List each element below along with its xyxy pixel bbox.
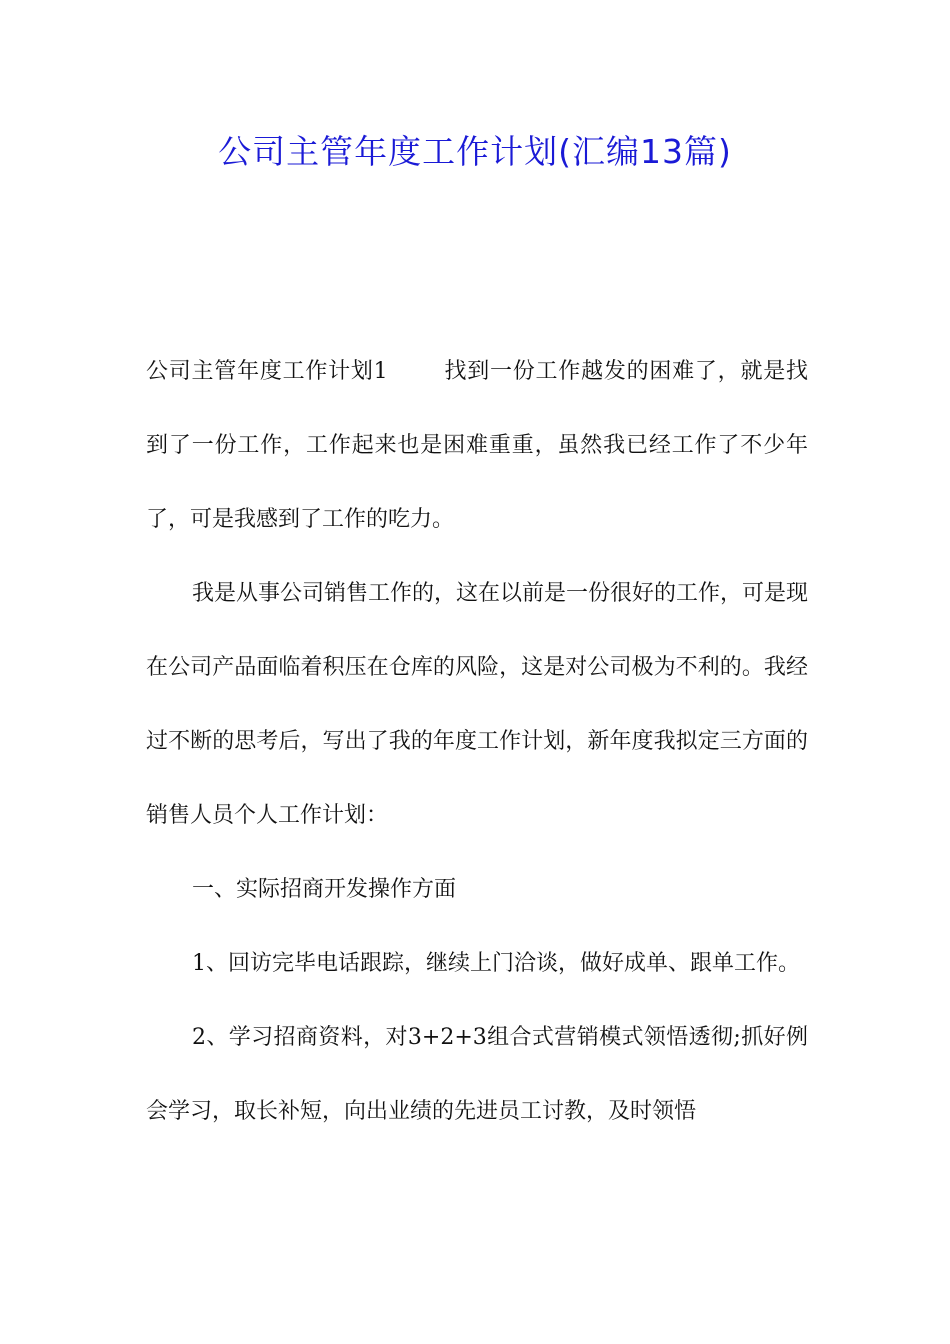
paragraph-intro	[146, 335, 808, 557]
paragraph-3-heading: 一、实际招商开发操作方面	[192, 877, 457, 902]
document-title: 公司主管年度工作计划(汇编13篇)	[218, 132, 732, 171]
document-body	[146, 335, 808, 1149]
paragraph-2: 我是从事公司销售工作的，这在以前是一份很好的工作，可是现在公司产品面临着积压在仓库的风险，这是对公司极为不利的。我经过不断的思考后，写出了我的年度工作计划，新年度我拟定三方面的销售人员个人工作计划：	[146, 581, 809, 828]
paragraph-5: 2、学习招商资料，对3+2+3组合式营销模式领悟透彻;抓好例会学习，取长补短，向出业绩的先进员工讨教，及时领悟	[146, 1025, 808, 1124]
paragraph-1-text: 找到一份工作越发的困难了，就是找到了一份工作，工作起来也是困难重重，虽然我已经工作了不少年了，可是我感到了工作的吃力。	[146, 359, 808, 532]
paragraph-4: 1、回访完毕电话跟踪，继续上门洽谈，做好成单、跟单工作。	[192, 951, 800, 976]
section-heading: 公司主管年度工作计划1	[146, 359, 388, 384]
